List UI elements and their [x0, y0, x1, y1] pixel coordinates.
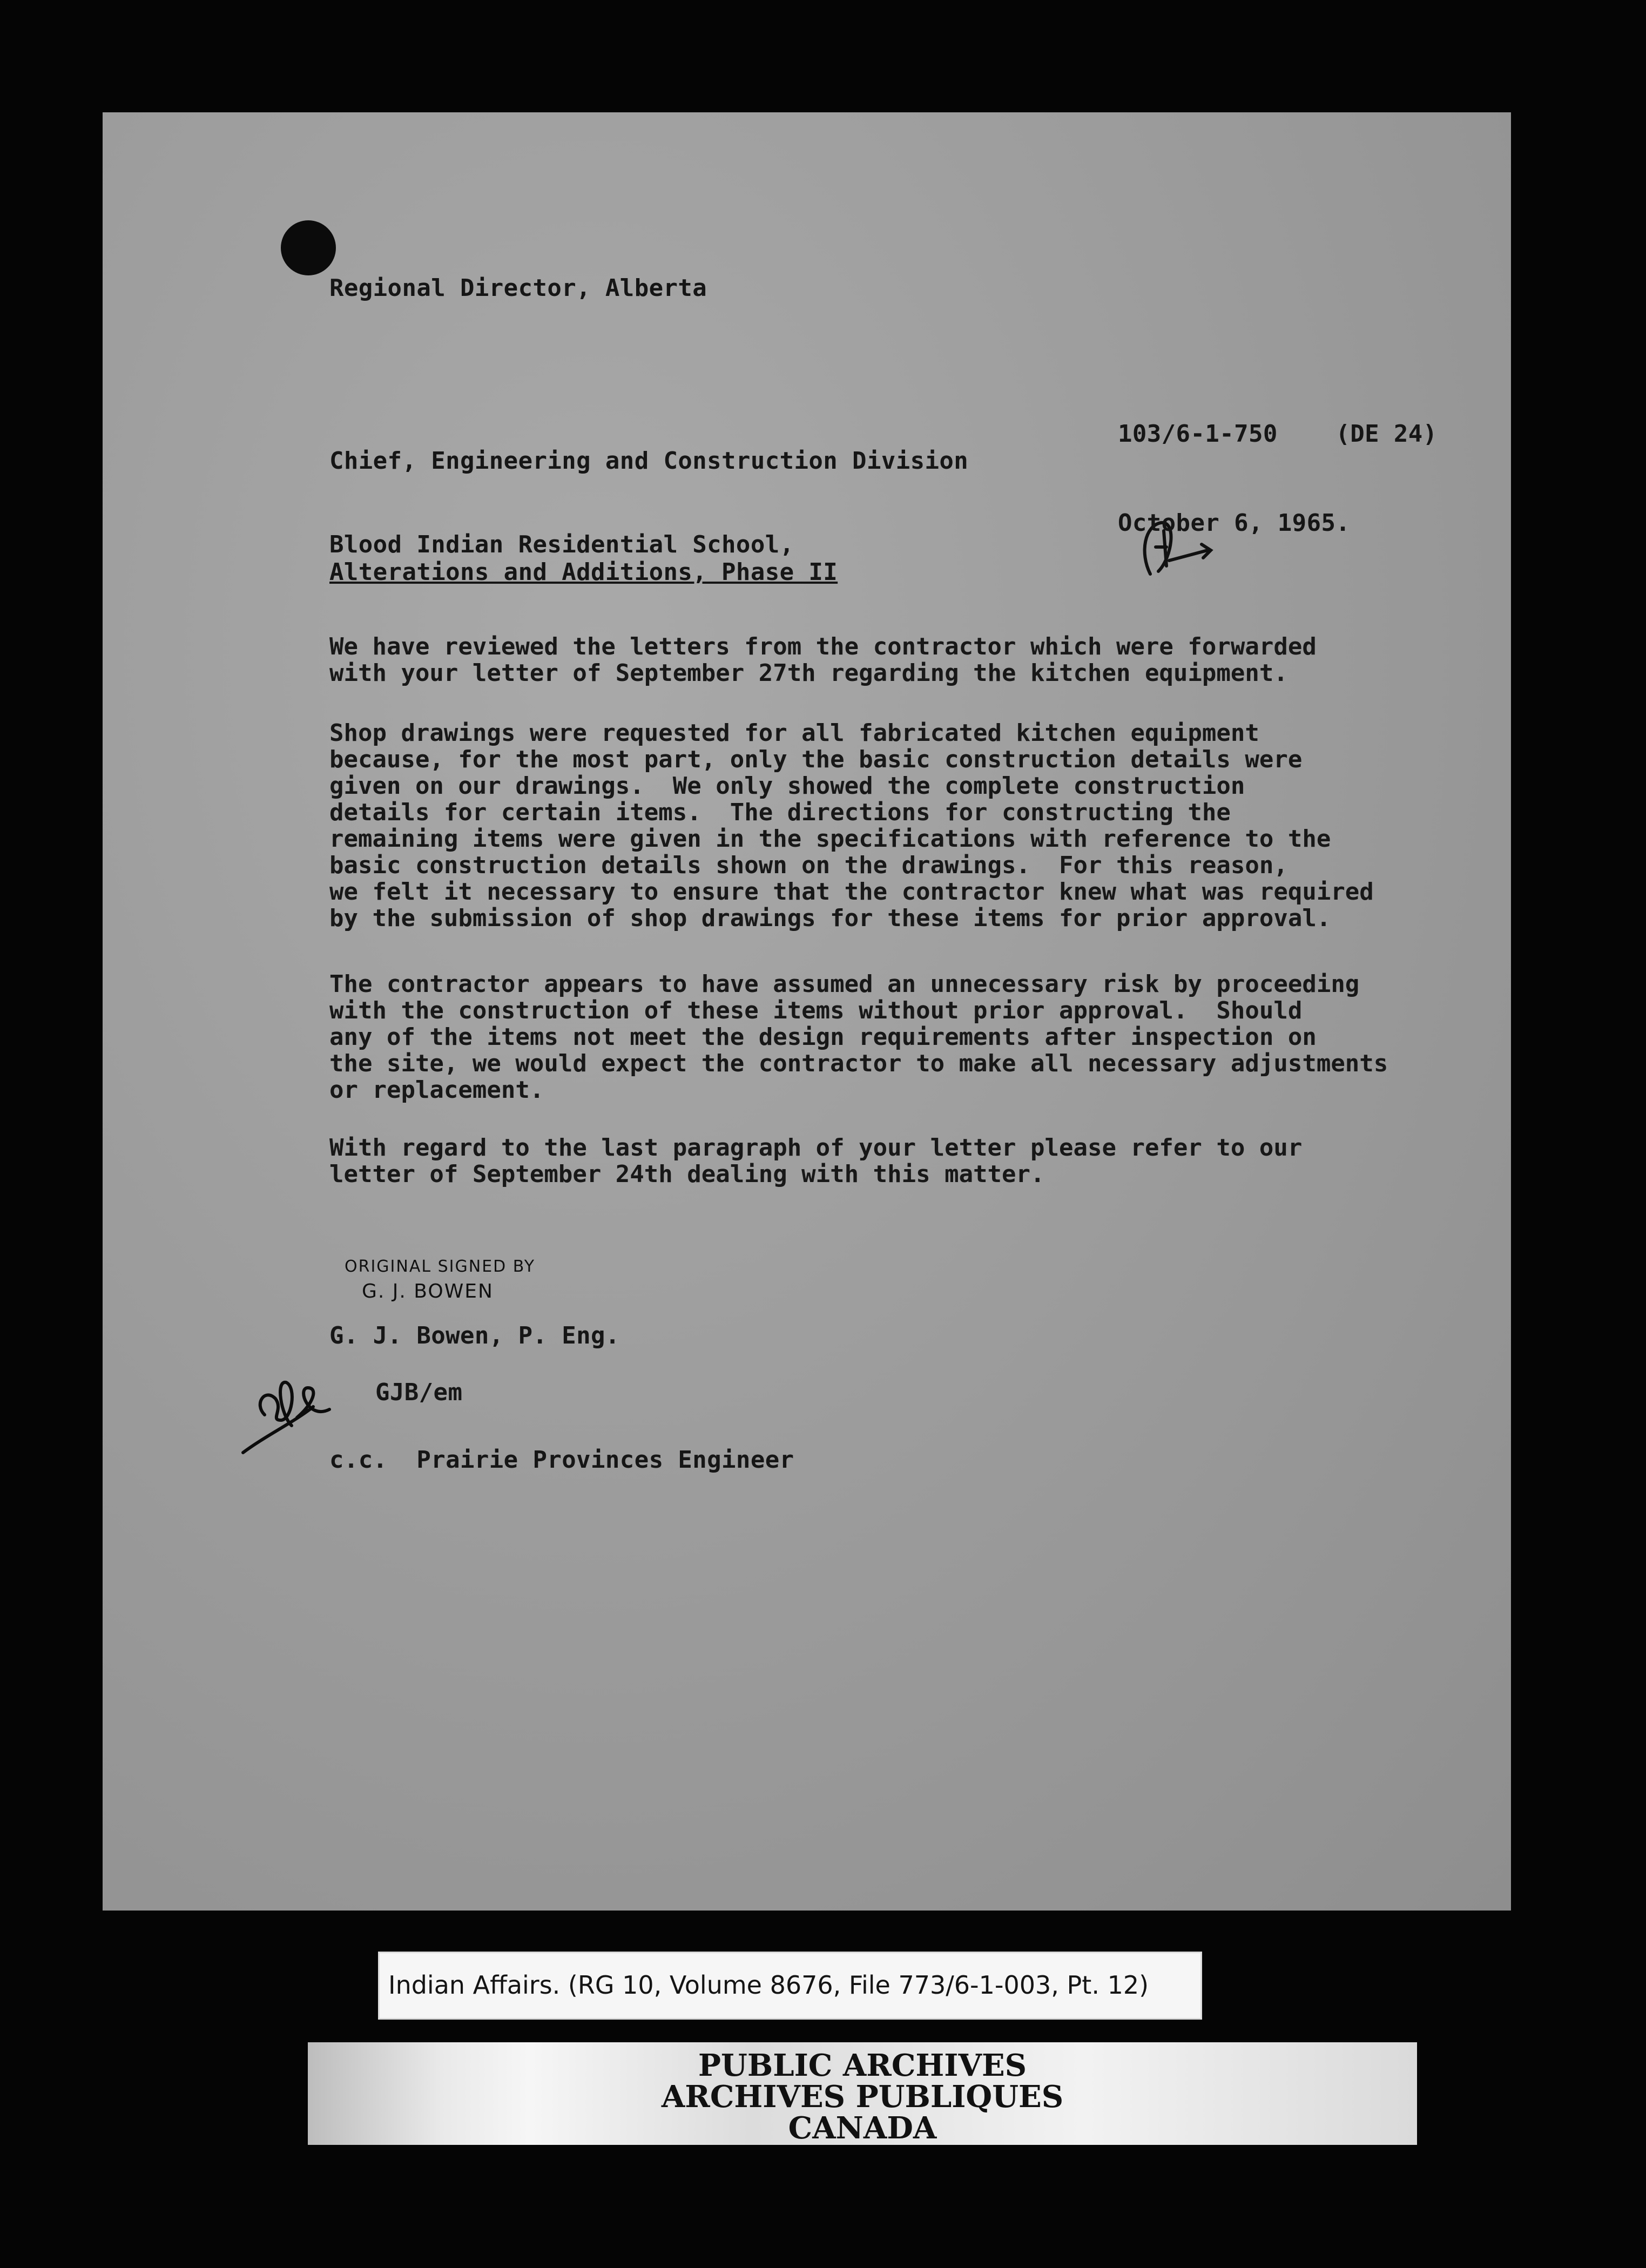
subject-line-2: Alterations and Additions, Phase II — [329, 558, 838, 586]
carbon-copy-line: c.c. Prairie Provinces Engineer — [329, 1446, 794, 1474]
reference-initials: GJB/em — [375, 1379, 463, 1406]
recipient-line: Regional Director, Alberta — [329, 274, 707, 302]
paragraph-3: The contractor appears to have assumed an unnecessary risk by proceeding with the construction of these items without prior approval. Should any of the items not meet the design requirements after inspection on the site, we would expect the contractor to make all necessary adjustments or replacement. — [329, 970, 1388, 1104]
public-archives-label — [308, 2042, 1417, 2145]
paragraph-1: We have reviewed the letters from the contractor which were forwarded with your letter of September 27th regarding the kitchen equipment. — [329, 633, 1317, 687]
archives-line-french: ARCHIVES PUBLIQUES — [661, 2079, 1064, 2115]
paragraph-2: Shop drawings were requested for all fabricated kitchen equipment because, for the most part, only the basic construction details were given on our drawings. We only showed the complete construction details for certain items. The directions for constructing the remaining items were given in the specifications with reference to the basic construction details shown on the drawings. For this reason, we felt it necessary to ensure that the contractor knew what was required by the submission of shop drawings for these items for prior approval. — [329, 719, 1374, 932]
handwritten-signature — [232, 1355, 340, 1463]
letter-date: October 6, 1965. — [1118, 509, 1351, 537]
archives-line-english: PUBLIC ARCHIVES — [698, 2048, 1027, 2083]
subject-line-1: Blood Indian Residential School, — [329, 531, 794, 558]
archive-reference-text: Indian Affairs. (RG 10, Volume 8676, File 773/6-1-003, Pt. 12) — [388, 1970, 1149, 2000]
sender-line: Chief, Engineering and Construction Division — [329, 447, 969, 475]
file-reference: 103/6-1-750 (DE 24) — [1118, 420, 1438, 448]
original-signed-stamp: ORIGINAL SIGNED BY — [345, 1257, 536, 1276]
paragraph-4: With regard to the last paragraph of your letter please refer to our letter of September 24th dealing with this matter. — [329, 1134, 1303, 1188]
archives-line-country: CANADA — [788, 2110, 937, 2146]
archive-reference-label — [378, 1952, 1202, 2020]
punch-hole — [281, 220, 336, 275]
signatory-line: G. J. Bowen, P. Eng. — [329, 1322, 620, 1349]
stamp-signer-name: G. J. BOWEN — [362, 1280, 494, 1302]
letter-page — [103, 112, 1511, 1911]
